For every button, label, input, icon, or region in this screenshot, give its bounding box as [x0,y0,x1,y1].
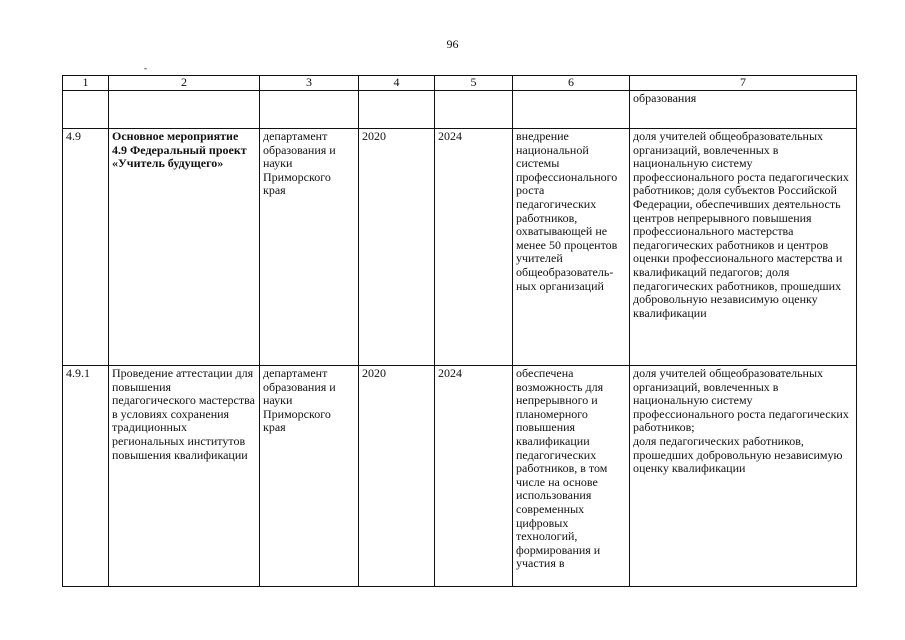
cont-cell-7: образования [630,91,857,129]
indicators: доля учителей общеобразовательных организаций, вовлеченных в национальную систему профессионального роста педагогических работников; доля педагогических работников, прошедших добровольную независимую оценку квалификации [630,366,857,587]
measure-name: Основное мероприятие 4.9 Федеральный проект «Учитель будущего» [109,129,260,366]
page-number: 96 [446,37,459,51]
header-cell-3: 3 [260,76,359,91]
header-cell-4: 4 [359,76,435,91]
cont-cell-2 [109,91,260,129]
expected-result: внедрение национальной системы профессионального роста педагогических работников, охватывающей не менее 50 процентов учителей общеобразовательных организаций [513,129,630,366]
row-number: 4.9.1 [63,366,109,587]
cont-cell-3 [260,91,359,129]
header-cell-6: 6 [513,76,630,91]
table-row [63,366,857,587]
measure-name: Проведение аттестации для повышения педагогического мастерства в условиях сохранения традиционных региональных институтов повышения квалификации [109,366,260,587]
header-cell-2: 2 [109,76,260,91]
start-year: 2020 [359,129,435,366]
executor: департамент образования и науки Приморского края [260,129,359,366]
executor: департамент образования и науки Приморского края [260,366,359,587]
end-year: 2024 [435,366,513,587]
table-row [63,129,857,366]
indicators: доля учителей общеобразовательных организаций, вовлеченных в национальную систему профессионального роста педагогических работников; доля субъектов Российской Федерации, обеспечивших деятельность центров непрерывного повышения профессионального мастерства педагогических работников и центров оценки профессионального мастерства и квалификаций педагогов; доля педагогических работников, прошедших добровольную независимую оценку квалификации [630,129,857,366]
row-number: 4.9 [63,129,109,366]
header-cell-5: 5 [435,76,513,91]
header-cell-7: 7 [630,76,857,91]
header-row [63,76,857,91]
continuation-row [63,91,857,129]
cont-cell-5 [435,91,513,129]
cont-cell-1 [63,91,109,129]
cont-cell-4 [359,91,435,129]
stray-mark: - [144,63,147,73]
expected-result: обеспечена возможность для непрерывного и планомерного повышения квалификации педагогических работников, в том числе на основе использования современных цифровых технологий, формирования и участия в [513,366,630,587]
cont-cell-6 [513,91,630,129]
program-table [62,75,857,587]
header-cell-1: 1 [63,76,109,91]
start-year: 2020 [359,366,435,587]
end-year: 2024 [435,129,513,366]
